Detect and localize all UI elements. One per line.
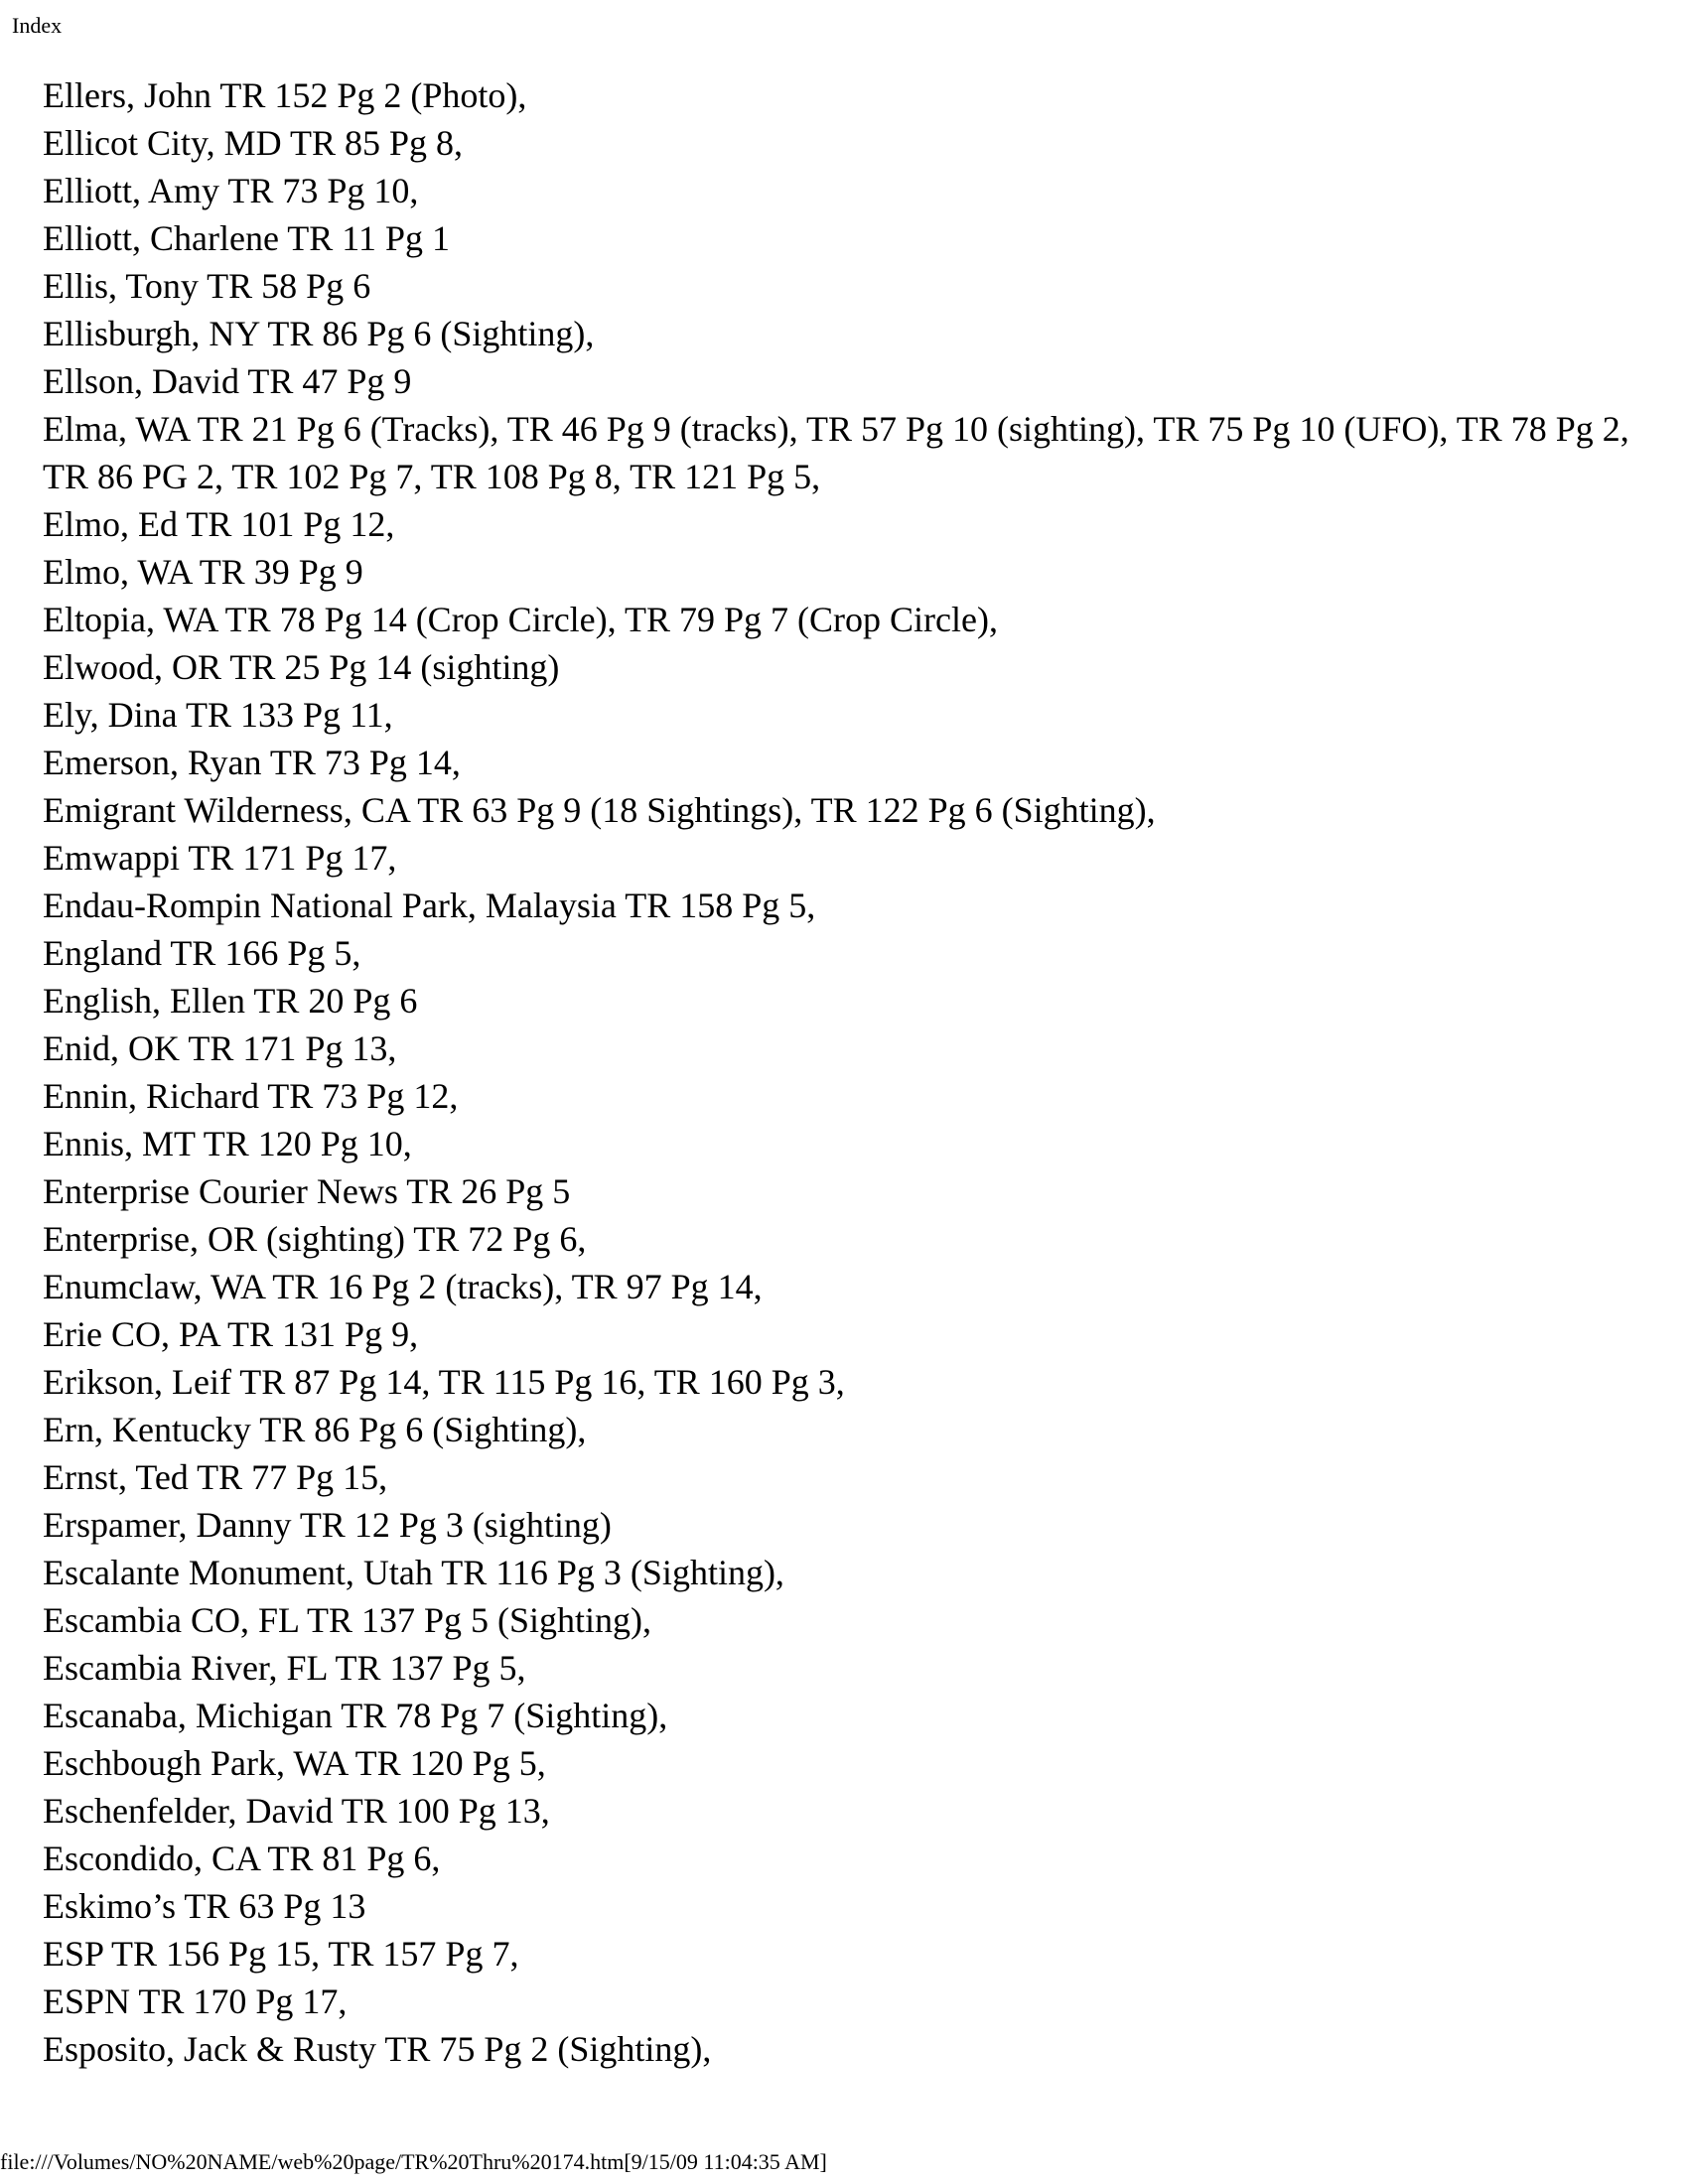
index-entry: Eskimo’s TR 63 Pg 13 xyxy=(43,1886,366,1926)
index-entry: Erie CO, PA TR 131 Pg 9, xyxy=(43,1314,419,1354)
index-entry: Elmo, WA TR 39 Pg 9 xyxy=(43,552,363,592)
index-entry: Erspamer, Danny TR 12 Pg 3 (sighting) xyxy=(43,1505,612,1545)
index-entry: Ellisburgh, NY TR 86 Pg 6 (Sighting), xyxy=(43,314,595,353)
index-entry: Ern, Kentucky TR 86 Pg 6 (Sighting), xyxy=(43,1410,587,1449)
index-entry: Elwood, OR TR 25 Pg 14 (sighting) xyxy=(43,647,560,687)
index-entry: Esposito, Jack & Rusty TR 75 Pg 2 (Sighting), xyxy=(43,2029,712,2069)
index-entry: Ellis, Tony TR 58 Pg 6 xyxy=(43,266,371,306)
index-entry: Endau-Rompin National Park, Malaysia TR 158 Pg 5, xyxy=(43,886,816,925)
index-entry: Enterprise Courier News TR 26 Pg 5 xyxy=(43,1171,571,1211)
index-entry: Eltopia, WA TR 78 Pg 14 (Crop Circle), TR 79 Pg 7 (Crop Circle), xyxy=(43,600,998,639)
index-entry: Emigrant Wilderness, CA TR 63 Pg 9 (18 Sightings), TR 122 Pg 6 (Sighting), xyxy=(43,790,1156,830)
index-entry-list xyxy=(43,71,1671,2073)
index-entry: ESPN TR 170 Pg 17, xyxy=(43,1981,348,2021)
index-entry: Ellson, David TR 47 Pg 9 xyxy=(43,361,412,401)
index-entry: Ellicot City, MD TR 85 Pg 8, xyxy=(43,123,464,163)
index-entry: Escondido, CA TR 81 Pg 6, xyxy=(43,1839,441,1878)
index-entry: Escambia CO, FL TR 137 Pg 5 (Sighting), xyxy=(43,1600,652,1640)
index-entry: Escambia River, FL TR 137 Pg 5, xyxy=(43,1648,526,1688)
index-entry: Ellers, John TR 152 Pg 2 (Photo), xyxy=(43,75,527,115)
index-entry: Escalante Monument, Utah TR 116 Pg 3 (Sighting), xyxy=(43,1553,784,1592)
index-entry: Elliott, Charlene TR 11 Pg 1 xyxy=(43,218,450,258)
page-footer-path: file:///Volumes/NO%20NAME/web%20page/TR%20Thru%20174.htm[9/15/09 11:04:35 AM] xyxy=(0,2149,827,2174)
index-entry: Elma, WA TR 21 Pg 6 (Tracks), TR 46 Pg 9 (tracks), TR 57 Pg 10 (sighting), TR 75 Pg 10 (UFO), TR 78 Pg 2, TR 86 PG 2, TR 102 Pg 7, TR 108 Pg 8, TR 121 Pg 5, xyxy=(43,409,1629,496)
index-entry: Ernst, Ted TR 77 Pg 15, xyxy=(43,1457,388,1497)
index-entry: ESP TR 156 Pg 15, TR 157 Pg 7, xyxy=(43,1934,519,1974)
index-entry: Elmo, Ed TR 101 Pg 12, xyxy=(43,504,395,544)
index-entry: Ennis, MT TR 120 Pg 10, xyxy=(43,1124,412,1163)
index-entry: Enid, OK TR 171 Pg 13, xyxy=(43,1028,397,1068)
index-entry: Eschenfelder, David TR 100 Pg 13, xyxy=(43,1791,550,1831)
index-entry: Escanaba, Michigan TR 78 Pg 7 (Sighting), xyxy=(43,1696,668,1735)
index-entry: Erikson, Leif TR 87 Pg 14, TR 115 Pg 16, TR 160 Pg 3, xyxy=(43,1362,845,1402)
page-header: Index xyxy=(12,13,63,38)
index-entry: Ennin, Richard TR 73 Pg 12, xyxy=(43,1076,459,1116)
index-entry: Emwappi TR 171 Pg 17, xyxy=(43,838,397,878)
index-entry: Elliott, Amy TR 73 Pg 10, xyxy=(43,171,419,210)
index-entry: Enterprise, OR (sighting) TR 72 Pg 6, xyxy=(43,1219,587,1259)
index-entry: Emerson, Ryan TR 73 Pg 14, xyxy=(43,743,461,782)
index-entry: English, Ellen TR 20 Pg 6 xyxy=(43,981,418,1021)
index-entry: England TR 166 Pg 5, xyxy=(43,933,361,973)
index-entry: Eschbough Park, WA TR 120 Pg 5, xyxy=(43,1743,546,1783)
index-entry: Enumclaw, WA TR 16 Pg 2 (tracks), TR 97 Pg 14, xyxy=(43,1267,763,1306)
index-entry: Ely, Dina TR 133 Pg 11, xyxy=(43,695,393,735)
